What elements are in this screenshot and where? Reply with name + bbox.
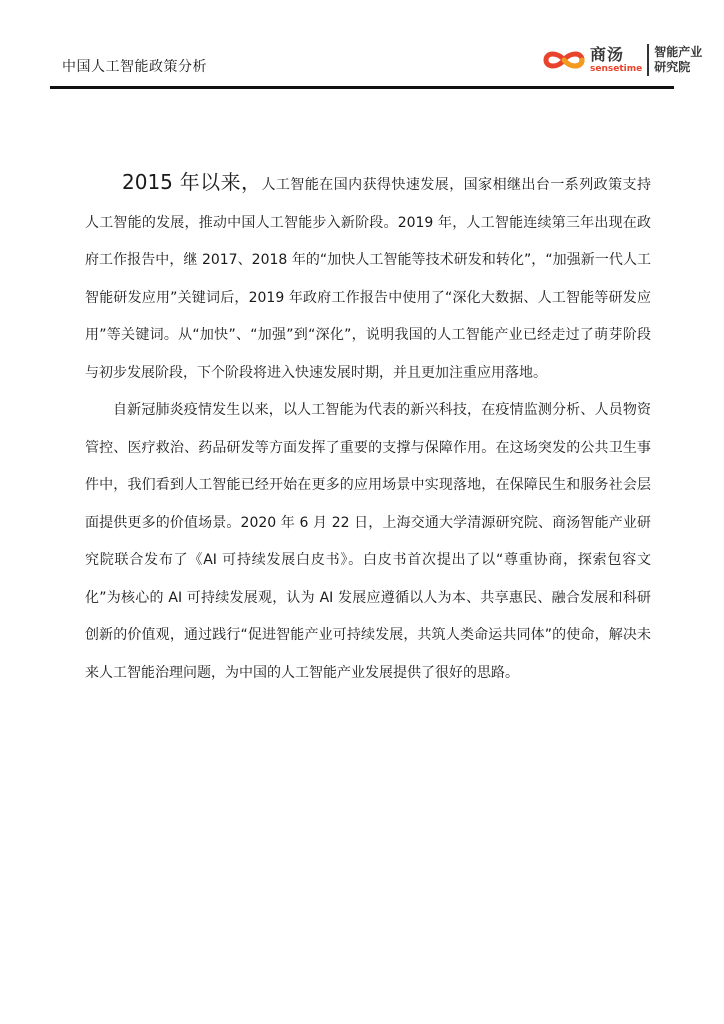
sensetime-logo — [540, 43, 702, 77]
document-body — [85, 164, 651, 692]
header-rule — [50, 86, 674, 89]
paragraph-1-lead: 2015 年以来， — [122, 170, 262, 194]
page-header-title: 中国人工智能政策分析 — [62, 59, 207, 75]
logo-brand-en: sensetime — [590, 64, 643, 74]
logo-brand-cn: 商汤 — [590, 45, 625, 64]
logo-institute-line2: 研究院 — [654, 60, 691, 74]
logo-divider — [647, 44, 649, 76]
paragraph-1 — [85, 164, 651, 392]
logo-institute-line1: 智能产业 — [654, 45, 703, 59]
paragraph-2: 自新冠肺炎疫情发生以来，以人工智能为代表的新兴科技，在疫情监测分析、人员物资管控、医疗救治、药品研发等方面发挥了重要的支撑与保障作用。在这场突发的公共卫生事件中，我们看到人工智能已经开始在更多的应用场景中实现落地，在保障民生和服务社会层面提供更多的价值场景。2020 年 6 月 22 日，上海交通大学清源研究院、商汤智能产业研究院联合发布了《AI 可持续发展白皮书》。白皮书首次提出了以“尊重协商，探索包容文化”为核心的 AI 可持续发展观，认为 AI 发展应遵循以人为本、共享惠民、融合发展和科研创新的价值观，通过践行“促进智能产业可持续发展，共筑人类命运共同体”的使命，解决未来人工智能治理问题，为中国的人工智能产业发展提供了很好的思路。 — [85, 402, 651, 681]
paragraph-1-text: 人工智能在国内获得快速发展，国家相继出台一系列政策支持人工智能的发展，推动中国人工智能步入新阶段。2019 年，人工智能连续第三年出现在政府工作报告中，继 2017、2018 年的“加快人工智能等技术研发和转化”，“加强新一代人工智能研发应用”关键词后，2019 年政府工作报告中使用了“深化大数据、人工智能等研发应用”等关键词。从“加快”、“加强”到“深化”，说明我国的人工智能产业已经走过了萌芽阶段与初步发展阶段，下个阶段将进入快速发展时期，并且更加注重应用落地。 — [85, 177, 652, 381]
sensetime-infinity-icon — [540, 46, 588, 74]
